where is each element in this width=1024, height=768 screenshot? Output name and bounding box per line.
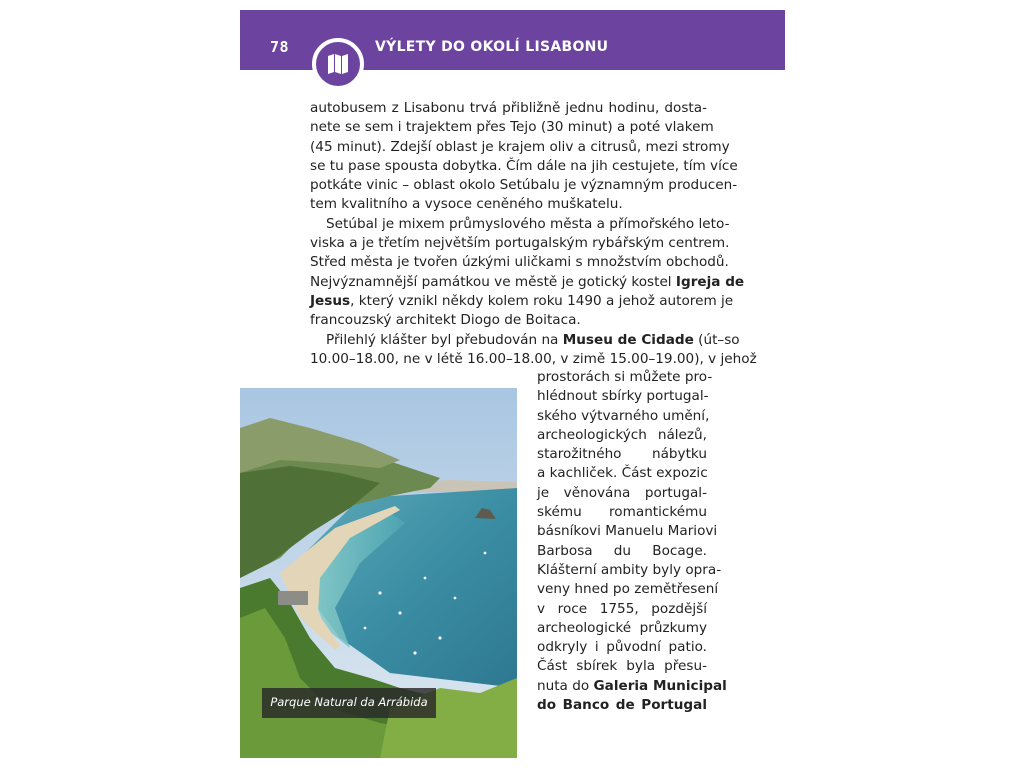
highlight-galeria: Galeria Municipal <box>593 677 727 694</box>
highlight-banco: do Banco de Portugal <box>537 697 707 714</box>
text-segment: Přilehlý klášter byl přebudován na <box>326 331 563 348</box>
text-line: Setúbal je mixem průmyslového města a přímořského leto- <box>326 215 730 232</box>
text-line: se tu pase spousta dobytka. Čím dále na jih cestujete, tím více <box>310 157 738 174</box>
text-line: tem kvalitního a vysoce ceněného muškatelu. <box>310 196 623 213</box>
text-segment: (út–so <box>693 331 740 348</box>
chapter-badge <box>312 38 364 90</box>
text-line: Střed města je tvořen úzkými uličkami s množstvím obchodů. <box>310 254 729 271</box>
text-line <box>310 292 734 311</box>
text-segment: nuta do <box>537 677 594 694</box>
text-line: básníkovi Manuelu Mariovi <box>537 523 718 540</box>
narrow-text-column <box>537 368 727 715</box>
text-line: archeologických nálezů, <box>537 426 707 443</box>
text-line: skému romantickému <box>537 504 707 521</box>
highlight-jesus: Jesus <box>310 292 351 309</box>
highlight-igreja: Igreja de <box>675 273 745 290</box>
highlight-museu: Museu de Cidade <box>562 331 694 348</box>
main-text-column <box>310 99 757 369</box>
text-line: Barbosa du Bocage. <box>537 542 707 559</box>
text-line: nete se sem i trajektem přes Tejo (30 minut) a poté vlakem <box>310 119 714 136</box>
photo-caption-text: Parque Natural da Arrábida <box>270 695 428 709</box>
photo-caption <box>262 688 436 718</box>
text-line: autobusem z Lisabonu trvá přibližně jednu hodinu, dosta- <box>310 100 707 116</box>
text-line: Klášterní ambity byly opra- <box>537 561 722 578</box>
page-number: 78 <box>270 38 290 56</box>
text-line: (45 minut). Zdejší oblast je krajem oliv a citrusů, mezi stromy <box>310 138 730 155</box>
text-line: viska a je třetím největším portugalským rybářským centrem. <box>310 235 730 252</box>
chapter-title: VÝLETY DO OKOLÍ LISABONU <box>375 39 609 55</box>
text-line: starožitného nábytku <box>537 446 707 463</box>
text-line: ského výtvarného umění, <box>537 407 710 424</box>
text-line: archeologické průzkumy <box>537 619 707 636</box>
text-line <box>310 331 740 350</box>
text-line: veny hned po zemětřesení <box>537 581 719 598</box>
text-segment: , který vznikl někdy kolem roku 1490 a jehož autorem je <box>350 292 734 309</box>
text-line: hlédnout sbírky portugal- <box>537 388 709 405</box>
text-line: odkryly i původní patio. <box>537 639 707 656</box>
text-line <box>537 677 727 696</box>
text-line: Část sbírek byla přesu- <box>537 658 707 675</box>
text-line: 10.00–18.00, ne v létě 16.00–18.00, v zimě 15.00–19.00), v jehož <box>310 350 757 367</box>
text-line: potkáte vinic – oblast okolo Setúbalu je významným producen- <box>310 177 738 194</box>
text-line: prostorách si můžete pro- <box>537 369 713 385</box>
text-line: v roce 1755, pozdější <box>537 600 707 617</box>
text-line: je věnována portugal- <box>537 484 707 501</box>
text-line: a kachliček. Část expozic <box>537 465 708 482</box>
text-line: francouzský architekt Diogo de Boitaca. <box>310 312 581 329</box>
text-segment: Nejvýznamnější památkou ve městě je gotický kostel <box>310 273 676 290</box>
map-icon <box>327 53 349 75</box>
text-line <box>310 273 745 292</box>
text-line <box>537 696 707 715</box>
